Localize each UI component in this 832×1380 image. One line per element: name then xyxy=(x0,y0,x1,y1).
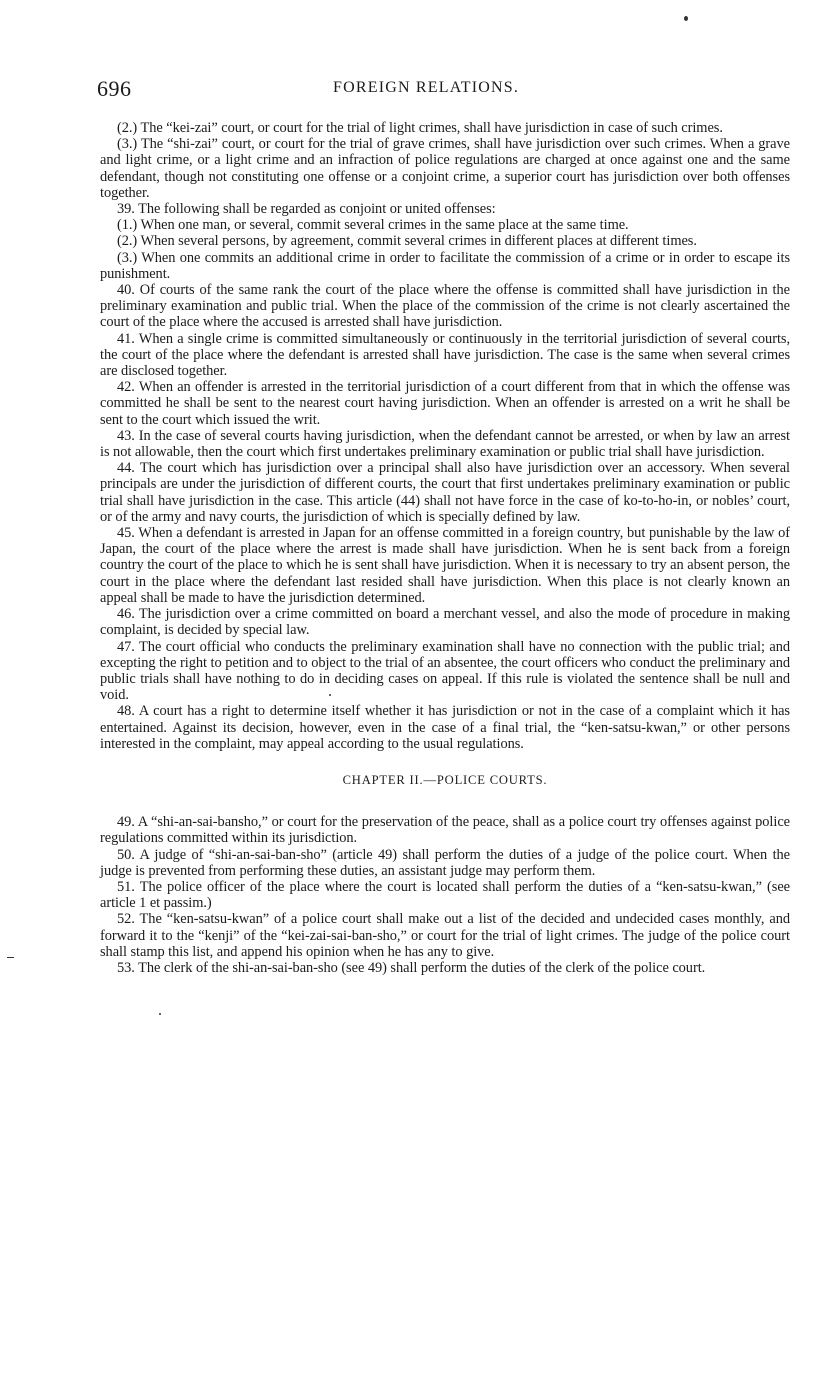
paragraph: 43. In the case of several courts having jurisdiction, when the defendant cannot be arrested, or when by law an arrest is not allowable, then the court which first undertakes preliminary examination or public trial shall have jurisdiction. xyxy=(100,427,790,461)
paragraph: 46. The jurisdiction over a crime committed on board a merchant vessel, and also the mode of procedure in making complaint, is decided by special law. xyxy=(100,606,790,639)
paragraph: 41. When a single crime is committed simultaneously or continuously in the territorial jurisdiction of several courts, the court of the place where the defendant is arrested shall have jurisdiction. The case is the same when several crimes are disclosed together. xyxy=(100,330,790,380)
paragraph: (3.) When one commits an additional crime in order to facilitate the commission of a crime or in order to escape its punishment. xyxy=(100,249,790,282)
paragraph: 51. The police officer of the place where the court is located shall perform the duties of a “ken-satsu-kwan,” (see article 1 et passim.) xyxy=(100,878,790,912)
page-header xyxy=(97,76,745,102)
running-title: FOREIGN RELATIONS. xyxy=(333,79,520,96)
paragraph: 45. When a defendant is arrested in Japan for an offense committed in a foreign country, but punishable by the law of Japan, the court of the place where the arrest is made shall have jurisdiction. When he is sent back from a foreign country the court of the place to which he is sent shall have jurisdiction. When it is necessary to try an absent person, the court in the place where the defendant last resided shall have jurisdiction. When this place is not clearly known an appeal shall be made to have the jurisdiction determined. xyxy=(100,525,790,606)
paragraph: 48. A court has a right to determine itself whether it has jurisdiction or not in the case of a complaint which it has entertained. Against its decision, however, even in the case of a final trial, the “ken-satsu-kwan,” or other persons interested in the complaint, may appeal according to the usual regulations. xyxy=(100,703,790,752)
body-text xyxy=(100,120,790,976)
paragraph: 42. When an offender is arrested in the territorial jurisdiction of a court different from that in which the offense was committed he shall be sent to the nearest court having jurisdiction. When an offender is arrested on a writ he shall be sent to the court which issued the writ. xyxy=(100,379,790,428)
page-number: 696 xyxy=(97,76,132,101)
print-speck xyxy=(159,1013,161,1015)
paragraph: (1.) When one man, or several, commit several crimes in the same place at the same time. xyxy=(117,217,629,234)
paragraph: (3.) The “shi-zai” court, or court for the trial of grave crimes, shall have jurisdiction over such crimes. When a grave and light crime, or a light crime and an infraction of police regulations are charged at once against one and the same defendant, though not constituting one offense or a conjoint crime, a superior court has jurisdiction over both offenses together. xyxy=(100,136,790,201)
paragraph: 40. Of courts of the same rank the court of the place where the offense is committed shall have jurisdiction in the preliminary examination and public trial. When the place of the commission of the crime is not clearly ascertained the court of the place where the accused is arrested shall have jurisdiction. xyxy=(100,282,790,331)
paragraph: 49. A “shi-an-sai-bansho,” or court for the preservation of the peace, shall as a police court try offenses against police regulations committed within its jurisdiction. xyxy=(100,814,790,847)
paragraph: (2.) The “kei-zai” court, or court for the trial of light crimes, shall have jurisdiction in case of such crimes. xyxy=(117,120,723,136)
paragraph: 50. A judge of “shi-an-sai-ban-sho” (article 49) shall perform the duties of a judge of the police court. When the judge is prevented from performing these duties, an assistant judge may perform them. xyxy=(100,846,790,879)
paragraph: (2.) When several persons, by agreement, commit several crimes in different places at different times. xyxy=(117,233,697,250)
paragraph: 53. The clerk of the shi-an-sai-ban-sho (see 49) shall perform the duties of the clerk of the police court. xyxy=(117,959,706,976)
paragraph: 52. The “ken-satsu-kwan” of a police court shall make out a list of the decided and undecided cases monthly, and forward it to the “kenji” of the “kei-zai-sai-ban-sho,” or court for the trial of light crimes. The judge of the police court shall stamp this list, and append his opinion when he has any to give. xyxy=(100,911,790,960)
paragraph: 47. The court official who conducts the preliminary examination shall have no connection with the public trial; and excepting the right to petition and to object to the trial of an absentee, the court officers who conduct the preliminary and public trials shall have nothing to do in deciding cases on appeal. If this rule is violated the sentence shall be null and void. xyxy=(100,638,790,704)
print-speck xyxy=(7,957,14,958)
print-speck xyxy=(684,16,688,21)
paragraph: 44. The court which has jurisdiction over a principal shall also have jurisdiction over an accessory. When several principals are under the jurisdiction of different courts, the court that first undertakes preliminary examination or public trial shall have jurisdiction in the case. This article (44) shall not have force in the case of ko-to-ho-in, or nobles’ court, or of the army and navy courts, the jurisdiction of which is specially defined by law. xyxy=(100,460,790,525)
paragraph: 39. The following shall be regarded as conjoint or united offenses: xyxy=(117,201,496,218)
chapter-heading: CHAPTER II.—POLICE COURTS. xyxy=(342,772,548,787)
